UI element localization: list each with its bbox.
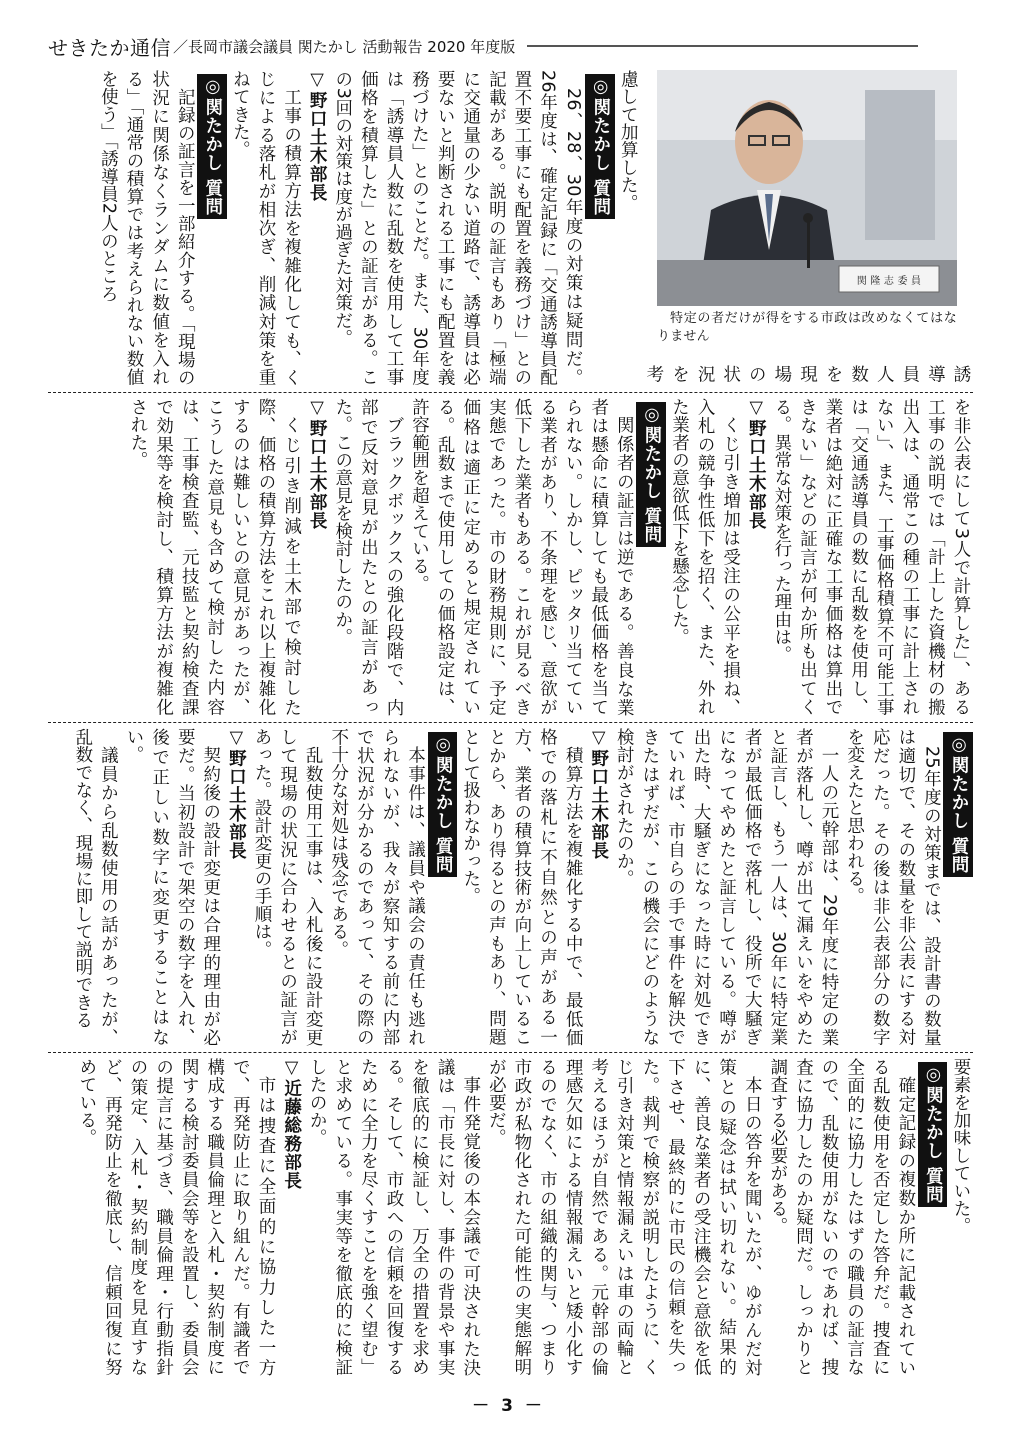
body-paragraph: 事件発覚後の本会議で可決された決議は「市長に対し、事件の背景や事実を徹底的に検証し、万全の措置を求める。そして、市政への信頼を回復するために全力を尽くすことを強く望む」と求めている。事実等を徹底的に検証したのか。 [307,1058,481,1376]
question-heading-line [636,398,666,716]
band-divider [48,392,973,393]
article-band-4 [48,1058,973,1376]
newsletter-title: せきたか通信 [48,35,171,60]
band-divider [48,722,973,723]
body-paragraph: 本事件は、議員や議会の責任も逃れられないが、我々が察知する前に内部で状況が分かるのであって、その際の不十分な対処は残念である。 [328,728,426,1046]
body-paragraph: くじ引き増加は受注の公平を損ね、入札の競争性低下を招く、また、外れた業者の意欲低下を懸念した。 [669,398,741,716]
question-heading-line [943,728,973,1046]
answer-heading: ▽野口土木部長 [588,728,609,860]
body-paragraph: 工事の積算方法を複雑化しても、くじによる落札が相次ぎ、削減対策を重ねてきた。 [230,70,302,386]
band-1-text [48,70,973,386]
article-band-3 [48,728,973,1046]
question-heading: ◎関たかし 質問 [197,74,227,219]
body-paragraph: 関係者の証言は逆である。善良な業者は懸命に積算しても最低価格を当てられない。しかし、ピッタリ当てている業者があり、不条理を感じ、意欲が低下した業者もある。これが見るべき実態であった。市の財務規則に、予定価格は適正に定めると規定されている。乱数まで使用しての価格設定は、許容範囲を超えている。 [409,398,635,716]
body-paragraph: 26、28、30年度の対策は疑問だ。26年度は、確定記録に「交通誘導員配置不要工事にも配置を義務づけ」との記載がある。説明の証言もあり「極端に交通量の少ない道路で、誘導員は必要ないと判断される工事にも配置を義務づけた」とのことだ。また、30年度は「誘導員人数に乱数を使用して工事価格を積算した」との証言がある。この3回の対策は度が過ぎた対策だ。 [332,70,584,386]
question-heading-line [428,728,458,1046]
answer-heading: ▽野口土木部長 [307,398,328,530]
question-heading-line [918,1058,948,1376]
photo-caption: 特定の者だけが得をする市政は改めなくてはなりません [657,311,957,344]
article-photo [657,70,957,365]
nameplate-text: 関 隆 志 委 員 [856,276,922,287]
answer-heading: ▽野口土木部長 [226,728,247,860]
body-paragraph: 積算方法を複雑化する中で、最低価格での落札に不自然との声がある一方、業者の積算技術が向上していることから、あり得るとの声もあり、問題として扱わなかった。 [460,728,584,1046]
question-heading: ◎関たかし 質問 [943,732,973,877]
answer-heading: ▽近藤総務部長 [281,1058,302,1190]
page-number: － 3 － [472,1396,545,1416]
header-rule [527,45,918,47]
question-heading: ◎関たかし 質問 [585,74,615,219]
body-paragraph: 一人の元幹部は、29年度に特定の業者が落札し、噂が出て漏えいをやめたと証言し、もう一人は、30年に特定業者が最低価格で落札し、役所で大騒ぎになってやめたと証言している。噂が出た時、大騒ぎになった時に対処できていれば、市自らの手で事件を解決できたはずだが、この機会にどのような検討がされたのか。 [614,728,840,1046]
band-divider [48,1052,973,1053]
body-paragraph: 記録の証言を一部紹介する。「現場の状況に関係なくランダムに数値を入れる」「通常の積算では考えられない数値を使う」「誘導員2人のところ [98,70,196,386]
body-paragraph: 要素を加味していた。 [951,1058,971,1235]
body-paragraph: 市は捜査に全面的に協力した一方で、再発防止に取り組んだ。有識者で構成する職員倫理と入札・契約制度に関する検討委員会等を設置し、委員会の提言に基づき、職員倫理・行動指針の策定、入札・契約制度を見直すなど、再発防止を徹底し、信頼回復に努めている。 [76,1058,276,1376]
answer-heading: ▽野口土木部長 [307,70,328,202]
answer-heading: ▽野口土木部長 [746,398,767,530]
body-paragraph: 本日の答弁を聞いたが、ゆがんだ対策との疑念は拭い切れない。結果的に、善良な業者の受注機会と意欲を低下させ、最終的に市民の信頼を失った。裁判で検察が説明したように、くじ引き対策と情報漏えいは車の両輪と考えるほうが自然である。元幹部の倫理感欠如による情報漏えいと矮小化するのでなく、市の組織的関与、つまり市政が私物化された可能性の実態解明が必要だ。 [486,1058,763,1376]
body-paragraph: 誘導員人数を現場の状況を考慮して加算した。 [618,70,971,383]
page-header [48,32,918,60]
body-paragraph: 確定記録の複数か所に記載されている乱数使用を否定した答弁だ。捜査に全面的に協力したはずの職員の証言なので、乱数使用がないのであれば、捜査に協力したのか疑問だ。しっかりと調査する必要がある。 [767,1058,916,1376]
question-heading: ◎関たかし 質問 [918,1062,948,1207]
photo-image [657,70,957,306]
newsletter-subtitle: ／長岡市議会議員 関たかし 活動報告 2020 年度版 [173,37,516,56]
question-heading: ◎関たかし 質問 [636,402,666,547]
body-paragraph: 議員から乱数使用の話があったが、乱数でなく、現場に即して説明できる [72,728,119,1046]
body-paragraph: 契約後の設計変更は合理的理由が必要だ。当初設計で架空の数字を入れ、後で正しい数字に変更することはない。 [124,728,221,1046]
body-paragraph: くじ引き削減を土木部で検討した際、価格の積算方法をこれ以上複雑化するのは難しいとの意見があったが、こうした意見も含めて検討した内容は、工事検査監、元技監と契約検査課で効果等を検討し、積算方法が複雑化された。 [128,398,302,716]
question-heading: ◎関たかし 質問 [428,732,458,877]
photo-of-speaker [657,70,957,306]
band-4-text [48,1058,973,1376]
question-heading-line [585,70,615,386]
body-paragraph: 25年度の対策までは、設計書の数量は適切で、その数量を非公表にする対応だった。その後は非公表部分の数字を変えたと思われる。 [844,728,942,1046]
body-paragraph: 乱数使用工事は、入札後に設計変更して現場の状況に合わせるとの証言があった。設計変更の手順は。 [251,728,324,1046]
article-band-2 [48,398,973,716]
question-heading-line [197,70,227,386]
band-2-text [48,398,973,716]
article-band-1 [48,70,973,386]
band-3-text [48,728,973,1046]
body-paragraph: を非公表にして3人で計算した」、ある工事の説明では「計上した資機材の搬出入は、通常この種の工事に計上されない」、また、工事価格積算不可能工事は「交通誘導員の数に乱数を使用し、業者は絶対に正確な工事価格は算出できない」などの証言が何か所も出てくる。異常な対策を行った理由は。 [771,398,971,716]
body-paragraph: ブラックボックスの強化段階で、内部で反対意見が出たとの証言があった。この意見を検討したのか。 [332,398,404,716]
